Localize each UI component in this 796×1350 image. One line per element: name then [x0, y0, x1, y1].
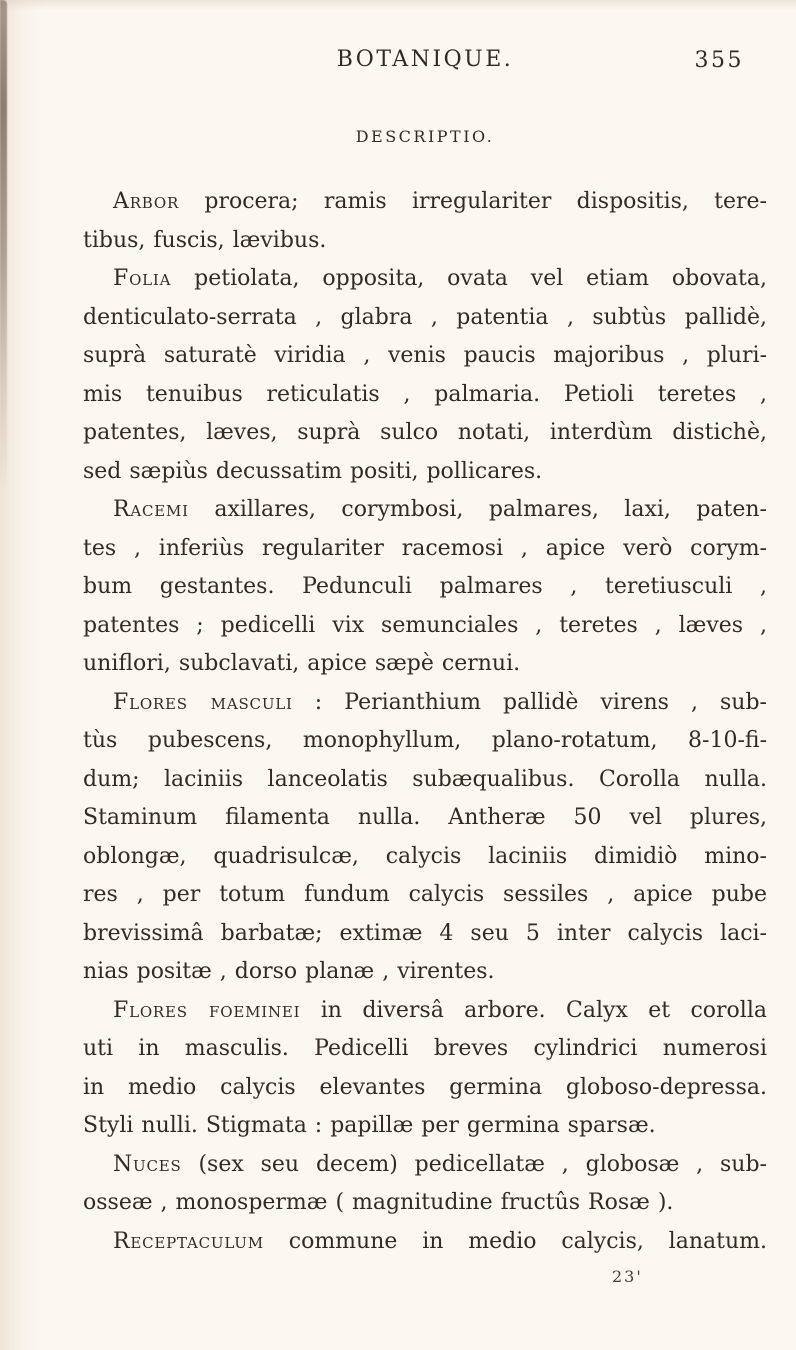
lead-word: Flores masculi [113, 689, 293, 715]
lead-word: Folia [113, 266, 172, 291]
lead-word: Arbor [113, 189, 180, 214]
page-number: 355 [694, 48, 744, 73]
text-line: tibus, fuscis, lævibus. [83, 227, 327, 253]
left-margin-shading [0, 0, 44, 1350]
top-edge-shading [0, 0, 796, 10]
text-line: Staminum filamenta nulla. Antheræ 50 vel plures, [83, 805, 767, 830]
text-line: Receptaculum commune in medio calycis, lanatum. [113, 1228, 767, 1254]
body-text [83, 183, 767, 1261]
signature-mark: 23' [612, 1267, 643, 1286]
text-line: in medio calycis elevantes germina globoso-depressa. [83, 1074, 767, 1100]
text-line: tes , inferiùs regulariter racemosi , apice verò corym- [83, 535, 767, 561]
text-line: oblongæ, quadrisulcæ, calycis laciniis dimidiò mino- [83, 843, 767, 869]
text-line: Flores foeminei in diversâ arbore. Calyx et corolla [113, 997, 767, 1023]
text-line: res , per totum fundum calycis sessiles , apice pube [83, 882, 767, 907]
text-line: Folia petiolata, opposita, ovata vel etiam obovata, [113, 266, 767, 291]
text-line: Nuces (sex seu decem) pedicellatæ , globosæ , sub- [113, 1151, 767, 1177]
text-line: osseæ , monospermæ ( magnitudine fructûs Rosæ ). [83, 1190, 674, 1215]
section-heading: DESCRIPTIO. [355, 127, 495, 146]
text-line: brevissimâ barbatæ; extimæ 4 seu 5 inter calycis laci- [83, 920, 767, 946]
text-line: dum; laciniis lanceolatis subæqualibus. Corolla nulla. [83, 766, 767, 792]
binding-edge-shadow [0, 0, 7, 490]
text-line: bum gestantes. Pedunculi palmares , teretiusculi , [83, 574, 767, 599]
lead-word: Nuces [113, 1151, 182, 1177]
text-line: uti in masculis. Pedicelli breves cylindrici numerosi [83, 1036, 767, 1061]
text-line: suprà saturatè viridia , venis paucis majoribus , pluri- [83, 343, 767, 368]
text-line: patentes ; pedicelli vix semunciales , teretes , læves , [83, 612, 767, 638]
lead-word: Flores foeminei [113, 997, 301, 1023]
text-line: sed sæpiùs decussatim positi, pollicares. [83, 458, 543, 484]
text-line: Styli nulli. Stigmata : papillæ per germina sparsæ. [83, 1113, 656, 1138]
lead-word: Receptaculum [113, 1228, 264, 1254]
text-line: nias positæ , dorso planæ , virentes. [83, 959, 495, 984]
text-line: tùs pubescens, monophyllum, plano-rotatum, 8-10-fi- [83, 728, 767, 753]
text-line: Arbor procera; ramis irregulariter dispositis, tere- [113, 189, 767, 214]
text-line: patentes, læves, suprà sulco notati, interdùm distichè, [83, 420, 767, 445]
text-line: uniflori, subclavati, apice sæpè cernui. [83, 651, 521, 676]
text-line: Racemi axillares, corymbosi, palmares, laxi, paten- [113, 497, 767, 522]
running-header-title: BOTANIQUE. [336, 47, 514, 72]
lead-word: Racemi [113, 497, 189, 522]
text-line: Flores masculi : Perianthium pallidè virens , sub- [113, 689, 767, 715]
text-line: denticulato-serrata , glabra , patentia , subtùs pallidè, [83, 304, 767, 330]
text-line: mis tenuibus reticulatis , palmaria. Petioli teretes , [83, 381, 767, 407]
